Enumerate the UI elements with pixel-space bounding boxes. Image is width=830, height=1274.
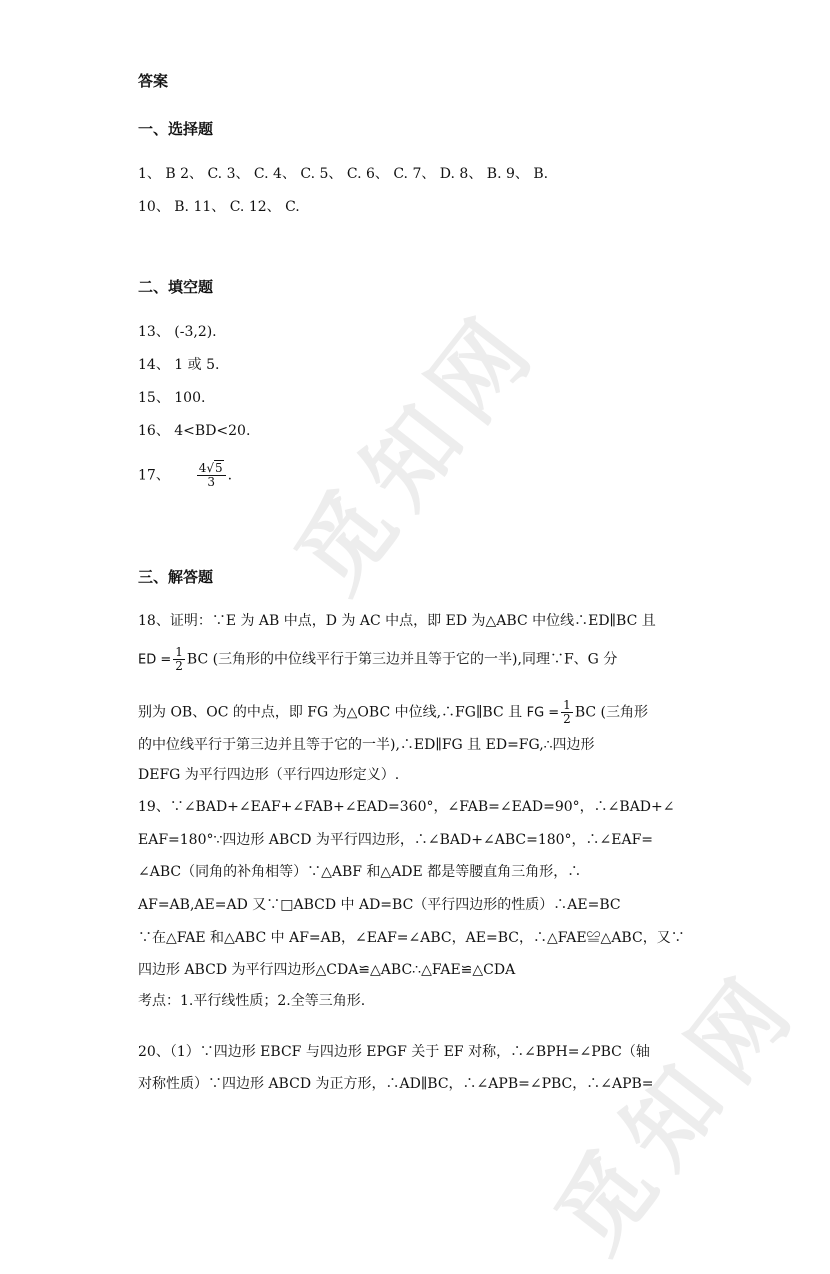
section-heading-choice: 一、选择题 bbox=[138, 120, 214, 138]
q17-label: 17、 bbox=[138, 467, 170, 484]
fill-answer: 16、 4<BD<20. bbox=[138, 423, 251, 439]
q17-tail: . bbox=[227, 467, 233, 484]
choice-answers-line: 1、 B 2、 C. 3、 C. 4、 C. 5、 C. 6、 C. 7、 D. 8、 B. 9、 B. bbox=[138, 166, 549, 182]
watermark: 觅知网 bbox=[536, 950, 820, 1272]
section-heading-solve: 三、解答题 bbox=[138, 568, 214, 586]
q19-line: ∠ABC（同角的补角相等）∵△ABF 和△ADE 都是等腰直角三角形，∴ bbox=[138, 864, 582, 880]
half-denominator: 2 bbox=[175, 659, 183, 673]
q18-line-text: BC (三角形的中位线平行于第三边并且等于它的一半),同理∵F、G 分 bbox=[186, 651, 618, 668]
q17-radicand: 5 bbox=[215, 461, 223, 475]
fill-answer: 14、 1 或 5. bbox=[138, 357, 220, 373]
q18-line bbox=[138, 699, 648, 726]
q18-line: DEFG 为平行四边形（平行四边形定义）. bbox=[138, 767, 400, 783]
q18-line bbox=[138, 646, 617, 673]
watermark: 觅知网 bbox=[276, 290, 560, 612]
q19-line: ∵在△FAE 和△ABC 中 AF=AB，∠EAF=∠ABC，AE=BC，∴△FAE≌△ABC，又∵ bbox=[138, 930, 685, 946]
q19-line: 四边形 ABCD 为平行四边形△CDA≌△ABC∴△FAE≌△CDA bbox=[138, 962, 516, 978]
q18-line: 的中位线平行于第三边并且等于它的一半),∴ED∥FG 且 ED=FG,∴四边形 bbox=[138, 737, 595, 753]
half-fraction bbox=[561, 699, 573, 726]
q19-line: 19、∵∠BAD+∠EAF+∠FAB+∠EAD=360°，∠FAB=∠EAD=90°，∴∠BAD+∠ bbox=[138, 799, 675, 815]
q18-ed-label: ED = bbox=[138, 652, 172, 668]
half-numerator: 1 bbox=[563, 698, 571, 712]
q17-fraction: $\frac{4√5}{3}$ bbox=[197, 462, 226, 489]
q17-denominator: 3 bbox=[207, 475, 216, 489]
q18-line: 18、证明：∵E 为 AB 中点，D 为 AC 中点，即 ED 为△ABC 中位线∴ED∥BC 且 bbox=[138, 613, 656, 629]
fill-answer: 15、 100. bbox=[138, 390, 206, 406]
half-fraction bbox=[173, 646, 185, 673]
q19-line: AF=AB,AE=AD 又∵□ABCD 中 AD=BC（平行四边形的性质）∴AE=BC bbox=[138, 897, 621, 913]
q20-line: 对称性质）∵四边形 ABCD 为正方形，∴AD∥BC，∴∠APB=∠PBC，∴∠APB= bbox=[138, 1076, 654, 1092]
q18-line-text: BC (三角形 bbox=[574, 704, 648, 721]
half-denominator: 2 bbox=[563, 712, 571, 726]
q17-numerator: 4 bbox=[198, 461, 207, 475]
q19-note: 考点：1.平行线性质；2.全等三角形. bbox=[138, 993, 366, 1009]
q18-line-text: 别为 OB、OC 的中点，即 FG 为△OBC 中位线,∴FG∥BC 且 bbox=[138, 704, 523, 721]
half-numerator: 1 bbox=[175, 645, 183, 659]
fill-answer-17 bbox=[138, 462, 232, 489]
choice-answers-line: 10、 B. 11、 C. 12、 C. bbox=[138, 199, 300, 215]
q20-line: 20、（1）∵四边形 EBCF 与四边形 EPGF 关于 EF 对称，∴∠BPH=∠PBC（轴 bbox=[138, 1044, 650, 1060]
section-heading-fill: 二、填空题 bbox=[138, 278, 214, 296]
q18-fg-label: FG = bbox=[526, 705, 560, 721]
page-title: 答案 bbox=[138, 72, 169, 90]
fill-answer: 13、 (-3,2). bbox=[138, 324, 217, 340]
q19-line: EAF=180°∵四边形 ABCD 为平行四边形，∴∠BAD+∠ABC=180°，∴∠EAF= bbox=[138, 832, 654, 848]
